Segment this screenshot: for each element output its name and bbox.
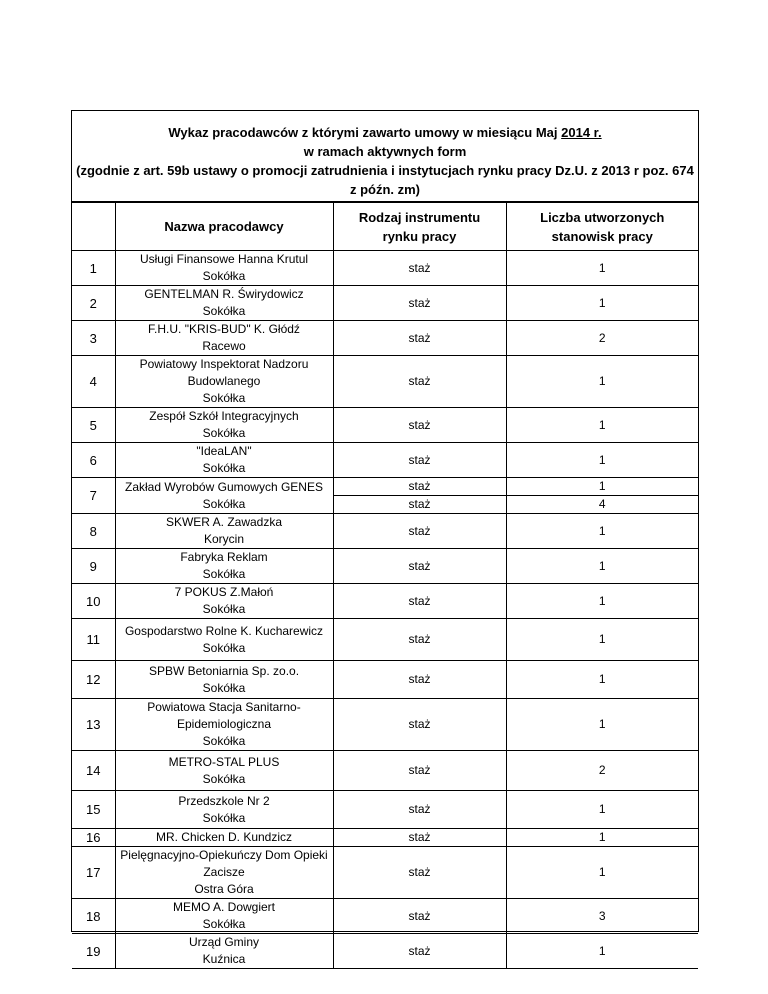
employer-city: Sokółka [202, 496, 246, 511]
employer-name: Urząd Gminy [188, 935, 259, 949]
instrument-type: staż [334, 495, 506, 513]
employer-cell [115, 661, 333, 699]
employer-city: Sokółka [202, 734, 246, 748]
employer-cell [115, 356, 333, 408]
row-number: 11 [72, 619, 115, 661]
employer-cell [115, 751, 333, 791]
positions-count: 3 [506, 899, 698, 934]
employer-city: Sokółka [202, 391, 246, 405]
instrument-type: staż [333, 286, 506, 321]
title-prefix: Wykaz pracodawców z którymi zawarto umowy w miesiącu Maj [168, 125, 562, 140]
employer-name-cont: Budowlanego [187, 374, 261, 388]
employer-cell [115, 584, 333, 619]
table-header-row [72, 203, 698, 251]
employers-table [72, 202, 698, 969]
employer-cell [115, 791, 333, 829]
employer-name: MEMO A. Dowgiert [172, 900, 276, 914]
positions-count: 1 [506, 514, 698, 549]
employer-name: Przedszkole Nr 2 [178, 793, 270, 808]
employer-city: Sokółka [202, 461, 246, 475]
table-row [72, 514, 698, 549]
positions-count: 1 [506, 408, 698, 443]
row-number: 12 [72, 661, 115, 699]
instrument-type: staż [333, 791, 506, 829]
employer-name: SPBW Betoniarnia Sp. zo.o. [148, 663, 300, 678]
table-row [72, 251, 698, 286]
row-number: 19 [72, 934, 115, 969]
positions-count: 2 [506, 751, 698, 791]
positions-count: 1 [506, 829, 698, 847]
employer-city: Sokółka [202, 771, 246, 786]
employer-name: F.H.U. "KRIS-BUD" K. Głódź [148, 322, 300, 336]
table-row [72, 549, 698, 584]
positions-count: 1 [506, 661, 698, 699]
header-employer [115, 203, 333, 251]
employer-cell [115, 408, 333, 443]
document-frame [71, 110, 699, 966]
instrument-type: staż [333, 619, 506, 661]
header-instrument-l1: Rodzaj instrumentu [358, 209, 481, 225]
employer-cell [115, 321, 333, 356]
positions-count: 2 [506, 321, 698, 356]
employer-cell [115, 847, 333, 899]
positions-count: 1 [506, 584, 698, 619]
positions-count: 1 [598, 479, 606, 493]
table-row [72, 829, 698, 847]
employer-name: Pielęgnacyjno-Opiekuńczy Dom Opieki [120, 848, 328, 862]
title-line-3: (zgodnie z art. 59b ustawy o promocji zatrudnienia i instytucjach rynku pracy Dz.U. z 2013 r poz. 674 [76, 163, 694, 178]
employer-city: Sokółka [202, 680, 246, 695]
row-number: 14 [72, 751, 115, 791]
header-count-l2: stanowisk pracy [551, 228, 653, 244]
employer-cell [115, 286, 333, 321]
table-row [72, 661, 698, 699]
row-number: 10 [72, 584, 115, 619]
instrument-type: staż [333, 699, 506, 751]
positions-count: 1 [506, 286, 698, 321]
instrument-type: staż [333, 443, 506, 478]
employer-name: "IdeaLAN" [196, 444, 252, 458]
employer-cell [115, 699, 333, 751]
employer-cell [115, 251, 333, 286]
title-line-1 [72, 123, 698, 142]
table-row [72, 478, 698, 514]
instrument-type: staż [333, 934, 506, 969]
employer-city: Kuźnica [202, 952, 246, 966]
row-number: 15 [72, 791, 115, 829]
employer-cell [115, 619, 333, 661]
table-row [72, 619, 698, 661]
employer-cell [115, 934, 333, 969]
table-row [72, 751, 698, 791]
employer-city: Sokółka [202, 602, 246, 616]
title-year: 2014 r. [561, 125, 602, 140]
employer-city: Sokółka [202, 269, 246, 283]
employer-city: Sokółka [202, 304, 246, 318]
row-number: 4 [72, 356, 115, 408]
table-row [72, 356, 698, 408]
title-line-4: z późn. zm) [349, 182, 421, 197]
employer-name-cont: Zacisze [203, 865, 245, 879]
row-number: 9 [72, 549, 115, 584]
employer-name: GENTELMAN R. Świrydowicz [144, 287, 304, 301]
title-line-2: w ramach aktywnych form [303, 144, 467, 159]
employer-name: Powiatowy Inspektorat Nadzoru [139, 357, 309, 371]
employer-name: Usługi Finansowe Hanna Krutul [139, 252, 309, 266]
table-row [72, 934, 698, 969]
header-instrument [333, 203, 506, 251]
instrument-type: staż [333, 899, 506, 934]
positions-count: 4 [507, 495, 699, 513]
positions-count: 1 [506, 934, 698, 969]
row-number: 18 [72, 899, 115, 934]
employer-city: Racewo [202, 339, 246, 353]
employer-city: Sokółka [202, 640, 246, 655]
instrument-type: staż [333, 751, 506, 791]
employer-name: Gospodarstwo Rolne K. Kucharewicz [124, 623, 324, 638]
positions-count: 1 [506, 549, 698, 584]
employer-name: MR. Chicken D. Kundzicz [155, 830, 293, 844]
positions-count: 1 [506, 699, 698, 751]
employer-city: Sokółka [202, 917, 246, 931]
header-no [72, 203, 115, 251]
table-row [72, 408, 698, 443]
employer-name-cont: Epidemiologiczna [176, 717, 272, 731]
header-instrument-l2: rynku pracy [382, 228, 457, 244]
instrument-type: staż [333, 661, 506, 699]
table-row [72, 899, 698, 934]
positions-count: 1 [506, 443, 698, 478]
row-number: 2 [72, 286, 115, 321]
row-number: 17 [72, 847, 115, 899]
employer-city: Ostra Góra [194, 882, 254, 896]
row-number: 5 [72, 408, 115, 443]
positions-count: 1 [506, 356, 698, 408]
instrument-type: staż [333, 549, 506, 584]
row-number: 7 [72, 478, 115, 514]
employer-name: Zakład Wyrobów Gumowych GENES [125, 479, 323, 494]
employer-cell [115, 478, 333, 514]
table-row [72, 584, 698, 619]
employer-city: Sokółka [202, 567, 246, 581]
instrument-type-split [333, 478, 506, 514]
employer-name: Zespół Szkół Integracyjnych [149, 409, 299, 423]
row-number: 3 [72, 321, 115, 356]
instrument-type: staż [333, 584, 506, 619]
positions-count: 1 [506, 791, 698, 829]
positions-count: 1 [506, 619, 698, 661]
table-row [72, 321, 698, 356]
employer-cell [115, 514, 333, 549]
table-row [72, 286, 698, 321]
positions-count: 1 [506, 251, 698, 286]
table-row [72, 847, 698, 899]
employer-name: Powiatowa Stacja Sanitarno- [147, 700, 301, 714]
employer-name: SKWER A. Zawadzka [165, 515, 283, 529]
row-number: 8 [72, 514, 115, 549]
header-employer-label: Nazwa pracodawcy [164, 219, 284, 234]
employer-cell [115, 829, 333, 847]
header-count [506, 203, 698, 251]
row-number: 1 [72, 251, 115, 286]
instrument-type: staż [333, 847, 506, 899]
table-row [72, 699, 698, 751]
employer-cell [115, 899, 333, 934]
instrument-type: staż [333, 321, 506, 356]
row-number: 6 [72, 443, 115, 478]
employer-cell [115, 443, 333, 478]
instrument-type: staż [333, 251, 506, 286]
employer-city: Korycin [203, 532, 244, 546]
table-row [72, 791, 698, 829]
row-number: 16 [72, 829, 115, 847]
employer-name: Fabryka Reklam [180, 550, 268, 564]
instrument-type: staż [333, 408, 506, 443]
instrument-type: staż [333, 356, 506, 408]
positions-count-split [506, 478, 698, 514]
row-number: 13 [72, 699, 115, 751]
document-header [72, 111, 698, 202]
employer-name: 7 POKUS Z.Małoń [174, 585, 274, 599]
table-row [72, 443, 698, 478]
employer-city: Sokółka [202, 810, 246, 825]
instrument-type: staż [408, 479, 431, 493]
instrument-type: staż [333, 514, 506, 549]
instrument-type: staż [333, 829, 506, 847]
employer-name: METRO-STAL PLUS [168, 754, 280, 769]
employer-cell [115, 549, 333, 584]
header-count-l1: Liczba utworzonych [540, 209, 665, 225]
positions-count: 1 [506, 847, 698, 899]
employer-city: Sokółka [202, 426, 246, 440]
